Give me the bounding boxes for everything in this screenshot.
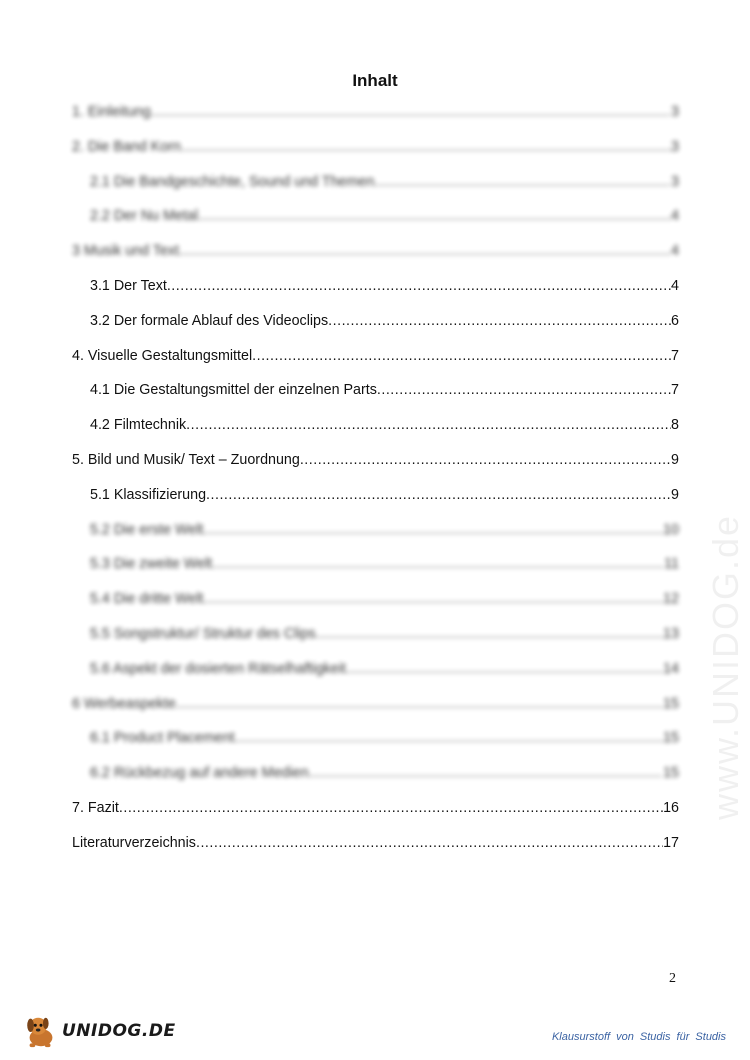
toc-leader-dots <box>212 552 664 576</box>
toc-leader-dots <box>196 831 663 855</box>
toc-entry-page: 12 <box>663 591 679 608</box>
toc-entry-page: 7 <box>671 382 679 399</box>
toc-entry[interactable] <box>72 552 679 587</box>
toc-entry-page: 13 <box>663 625 679 642</box>
toc-leader-dots <box>186 413 671 437</box>
toc-leader-dots <box>328 309 671 333</box>
toc-entry-page: 11 <box>664 556 679 573</box>
toc-entry-label: Literaturverzeichnis <box>72 834 196 851</box>
toc-entry-label: 4.2 Filmtechnik <box>90 417 187 434</box>
toc-entry-page: 14 <box>663 660 679 677</box>
toc-entry-label: 5.5 Songstruktur/ Struktur des Clips <box>90 625 316 642</box>
toc-entry[interactable] <box>72 170 679 205</box>
toc-entry[interactable] <box>72 483 679 518</box>
watermark-text: www.UNIDOG.de <box>705 513 746 820</box>
toc-leader-dots <box>252 344 671 368</box>
toc-entry[interactable] <box>72 726 679 761</box>
toc-leader-dots <box>300 448 671 472</box>
toc-entry[interactable] <box>72 239 679 274</box>
toc-entry-page: 17 <box>663 834 679 851</box>
toc-leader-dots <box>235 726 663 750</box>
toc-entry-label: 3.2 Der formale Ablauf des Videoclips <box>90 312 329 329</box>
toc-entry[interactable] <box>72 309 679 344</box>
toc-leader-dots <box>119 796 663 820</box>
toc-entry-page: 16 <box>663 799 679 816</box>
toc-entry[interactable] <box>72 657 679 692</box>
toc-entry-label: 6.1 Product Placement <box>90 730 235 747</box>
toc-entry[interactable] <box>72 100 679 135</box>
toc-entry[interactable] <box>72 796 679 831</box>
toc-entry-label: 3 Musik und Text <box>72 243 180 260</box>
toc-entry-page: 3 <box>671 173 679 190</box>
toc-entry-page: 9 <box>671 451 679 468</box>
footer-tagline: Klausurstoff von Studis für Studis <box>551 1031 726 1043</box>
toc-entry-page: 9 <box>671 486 679 503</box>
toc-entry[interactable] <box>72 692 679 727</box>
toc-entry[interactable] <box>72 204 679 239</box>
toc-entry-label: 6.2 Rückbezug auf andere Medien <box>90 765 309 782</box>
toc-entry-label: 5. Bild und Musik/ Text – Zuordnung <box>72 451 300 468</box>
toc-entry-page: 3 <box>671 138 679 155</box>
toc-entry-label: 7. Fazit <box>72 799 119 816</box>
toc-entry-page: 15 <box>663 730 679 747</box>
toc-entry-page: 6 <box>671 312 679 329</box>
toc-leader-dots <box>181 135 671 159</box>
toc-title: Inhalt <box>352 71 398 90</box>
toc-leader-dots <box>198 204 671 228</box>
toc-entry[interactable] <box>72 378 679 413</box>
logo-text: UNIDOG.DE <box>62 1021 176 1041</box>
toc-entry-label: 5.1 Klassifizierung <box>90 486 207 503</box>
toc-leader-dots <box>151 100 671 124</box>
toc-entry[interactable] <box>72 135 679 170</box>
unidog-logo[interactable] <box>22 1012 176 1050</box>
toc-entry[interactable] <box>72 587 679 622</box>
toc-entry-label: 4. Visuelle Gestaltungsmittel <box>72 347 253 364</box>
toc-leader-dots <box>206 483 671 507</box>
toc-entry-label: 1. Einleitung <box>72 104 151 120</box>
toc-entry[interactable] <box>72 622 679 657</box>
toc-leader-dots <box>309 761 664 785</box>
toc-entry-label: 2.2 Der Nu Metal <box>90 208 199 225</box>
toc-entry-label: 6 Werbeaspekte <box>72 695 176 712</box>
toc-entry[interactable] <box>72 761 679 796</box>
toc-entry-label: 2. Die Band Korn <box>72 138 181 155</box>
toc-leader-dots <box>346 657 663 681</box>
toc-entry-label: 2.1 Die Bandgeschichte, Sound und Themen <box>90 173 375 190</box>
toc-leader-dots <box>176 692 663 716</box>
toc-leader-dots <box>167 274 671 298</box>
toc-entry[interactable] <box>72 413 679 448</box>
toc-entry[interactable] <box>72 518 679 553</box>
toc-entry-label: 4.1 Die Gestaltungsmittel der einzelnen Parts <box>90 382 377 399</box>
toc-entry[interactable] <box>72 344 679 379</box>
toc-entry[interactable] <box>72 448 679 483</box>
toc-entry-page: 3 <box>671 104 679 120</box>
toc-entry-page: 7 <box>671 347 679 364</box>
toc-entry-page: 4 <box>671 243 679 260</box>
toc-leader-dots <box>203 518 663 542</box>
toc-leader-dots <box>316 622 663 646</box>
toc-entry[interactable] <box>72 831 679 866</box>
toc-leader-dots <box>203 587 663 611</box>
toc-entry-page: 10 <box>663 521 679 538</box>
toc-leader-dots <box>179 239 671 263</box>
toc-entry-page: 4 <box>671 277 679 294</box>
toc-entry-page: 15 <box>663 695 679 712</box>
toc-entry-page: 4 <box>671 208 679 225</box>
toc-entry-page: 8 <box>671 417 679 434</box>
toc-entry-page: 15 <box>663 765 679 782</box>
toc-leader-dots <box>377 378 671 402</box>
toc-entry-label: 5.2 Die erste Welt <box>90 521 204 538</box>
table-of-contents <box>72 100 679 866</box>
toc-leader-dots <box>374 170 671 194</box>
toc-entry-label: 5.6 Aspekt der dosierten Rätselhaftigkeit <box>90 660 346 677</box>
page-number: 2 <box>669 971 676 986</box>
toc-entry-label: 3.1 Der Text <box>90 277 167 294</box>
dog-mascot-icon <box>22 1012 60 1050</box>
toc-entry[interactable] <box>72 274 679 309</box>
toc-entry-label: 5.4 Die dritte Welt <box>90 591 204 608</box>
toc-entry-label: 5.3 Die zweite Welt <box>90 556 213 573</box>
